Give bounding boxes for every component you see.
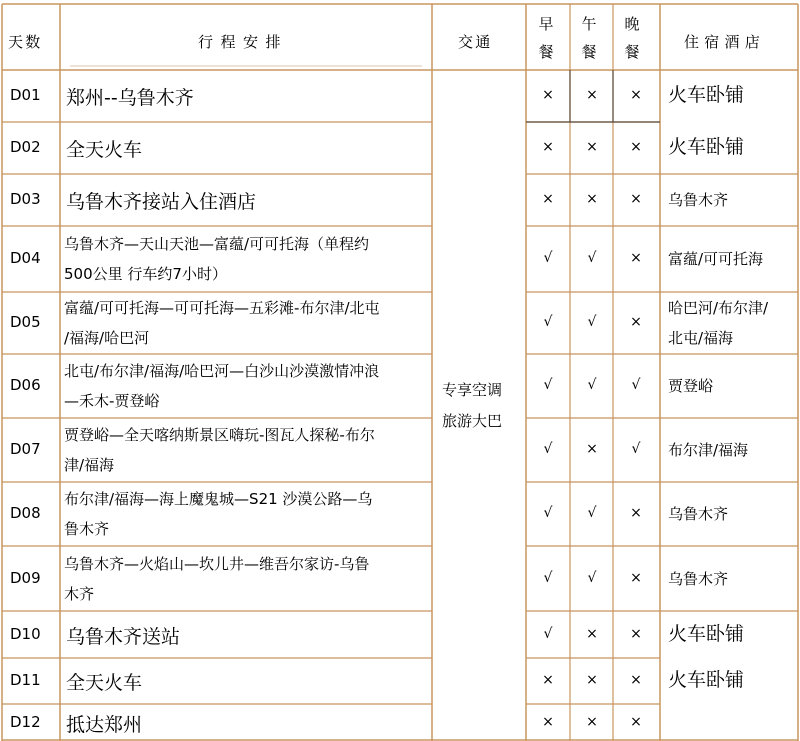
breakfast-mark: × (542, 191, 554, 207)
breakfast-mark: √ (543, 250, 553, 266)
itinerary-text: 郑州--乌鲁木齐 (66, 87, 194, 109)
header-itinerary: 行程安排 (198, 33, 289, 51)
lunch-mark: √ (587, 250, 597, 266)
header-lunch: 午餐 (581, 15, 597, 61)
day-label: D12 (10, 712, 41, 731)
dinner-mark: √ (631, 441, 641, 457)
hotel-text: 乌鲁木齐 (668, 569, 729, 588)
dinner-mark: × (630, 87, 642, 103)
dinner-mark: × (630, 569, 642, 586)
itinerary-text: 布尔津/福海—海上魔鬼城—S21 沙漠公路—乌 (64, 490, 373, 508)
lunch-mark: √ (587, 377, 597, 393)
dinner-mark: × (630, 314, 642, 330)
dinner-mark: × (630, 625, 642, 642)
day-label: D10 (10, 624, 41, 643)
itinerary-text: 津/福海 (64, 456, 115, 474)
itinerary-text: 乌鲁木齐送站 (66, 625, 181, 648)
dinner-mark: × (630, 250, 642, 266)
header-day: 天数 (8, 33, 43, 51)
lunch-mark: × (586, 625, 598, 642)
dinner-mark: × (630, 672, 642, 688)
itinerary-text: 乌鲁木齐—火焰山—坎儿井—维吾尔家访-乌鲁 (64, 554, 370, 573)
hotel-text: 哈巴河/布尔津/ (668, 299, 769, 317)
breakfast-mark: × (542, 87, 554, 103)
hotel-text: 乌鲁木齐 (668, 191, 729, 209)
breakfast-mark: × (542, 713, 554, 730)
itinerary-text: 抵达郑州 (66, 713, 143, 736)
day-label: D11 (10, 671, 41, 689)
day-label: D05 (10, 313, 41, 331)
itinerary-text: 全天火车 (66, 139, 143, 161)
breakfast-mark: √ (543, 505, 553, 521)
lunch-mark: × (586, 713, 598, 730)
day-label: D01 (10, 86, 41, 104)
hotel-text: 火车卧铺 (668, 136, 745, 158)
dinner-mark: √ (631, 377, 641, 393)
itinerary-text: 乌鲁木齐—天山天池—富蕴/可可托海（单程约 (64, 235, 370, 253)
lunch-mark: × (586, 672, 598, 688)
breakfast-mark: √ (543, 569, 553, 586)
hotel-text: 火车卧铺 (668, 84, 745, 106)
header-hotel: 住宿酒店 (684, 33, 766, 51)
breakfast-mark: × (542, 139, 554, 155)
day-label: D06 (10, 376, 41, 394)
transport-value-line-2: 旅游大巴 (442, 412, 503, 430)
breakfast-mark: √ (543, 314, 553, 330)
hotel-text: 乌鲁木齐 (668, 505, 729, 523)
itinerary-text: 木齐 (64, 584, 95, 603)
itinerary-text: 富蕴/可可托海—可可托海—五彩滩-布尔津/北屯 (64, 299, 380, 317)
dinner-mark: × (630, 505, 642, 521)
lunch-mark: × (586, 87, 598, 103)
day-label: D04 (10, 249, 41, 267)
hotel-text: 贾登峪 (668, 377, 714, 395)
transport-value-line-1: 专享空调 (442, 381, 503, 399)
dinner-mark: × (630, 713, 642, 730)
hotel-text: 北屯/福海 (668, 329, 734, 347)
lunch-mark: √ (587, 314, 597, 330)
day-label: D02 (10, 138, 41, 156)
breakfast-mark: √ (543, 625, 553, 642)
lunch-mark: × (586, 191, 598, 207)
itinerary-text: 鲁木齐 (64, 520, 110, 538)
itinerary-text: 500公里 行车约7小时） (64, 265, 227, 283)
itinerary-text: 贾登峪—全天喀纳斯景区嗨玩-图瓦人探秘-布尔 (64, 426, 375, 444)
dinner-mark: × (630, 191, 642, 207)
dinner-mark: × (630, 139, 642, 155)
itinerary-text: 乌鲁木齐接站入住酒店 (66, 191, 257, 213)
breakfast-mark: √ (543, 377, 553, 393)
header-transport: 交通 (458, 33, 493, 51)
lunch-mark: × (586, 441, 598, 457)
hotel-text: 火车卧铺 (668, 669, 745, 691)
itinerary-text: 北屯/布尔津/福海/哈巴河—白沙山沙漠激情冲浪 (64, 362, 380, 380)
itinerary-text: /福海/哈巴河 (64, 329, 150, 347)
header-dinner: 晚餐 (624, 15, 640, 61)
breakfast-mark: × (542, 672, 554, 688)
breakfast-mark: √ (543, 441, 553, 457)
day-label: D07 (10, 440, 41, 458)
itinerary-text: 全天火车 (66, 672, 143, 694)
day-label: D08 (10, 504, 41, 522)
day-label: D03 (10, 190, 41, 208)
itinerary-text: —禾木-贾登峪 (64, 392, 160, 410)
hotel-text: 火车卧铺 (668, 622, 745, 645)
lunch-mark: × (586, 139, 598, 155)
lunch-mark: √ (587, 569, 597, 586)
day-label: D09 (10, 568, 41, 587)
header-breakfast: 早餐 (538, 15, 554, 61)
hotel-text: 布尔津/福海 (668, 441, 749, 459)
hotel-text: 富蕴/可可托海 (668, 250, 764, 268)
lunch-mark: √ (587, 505, 597, 521)
